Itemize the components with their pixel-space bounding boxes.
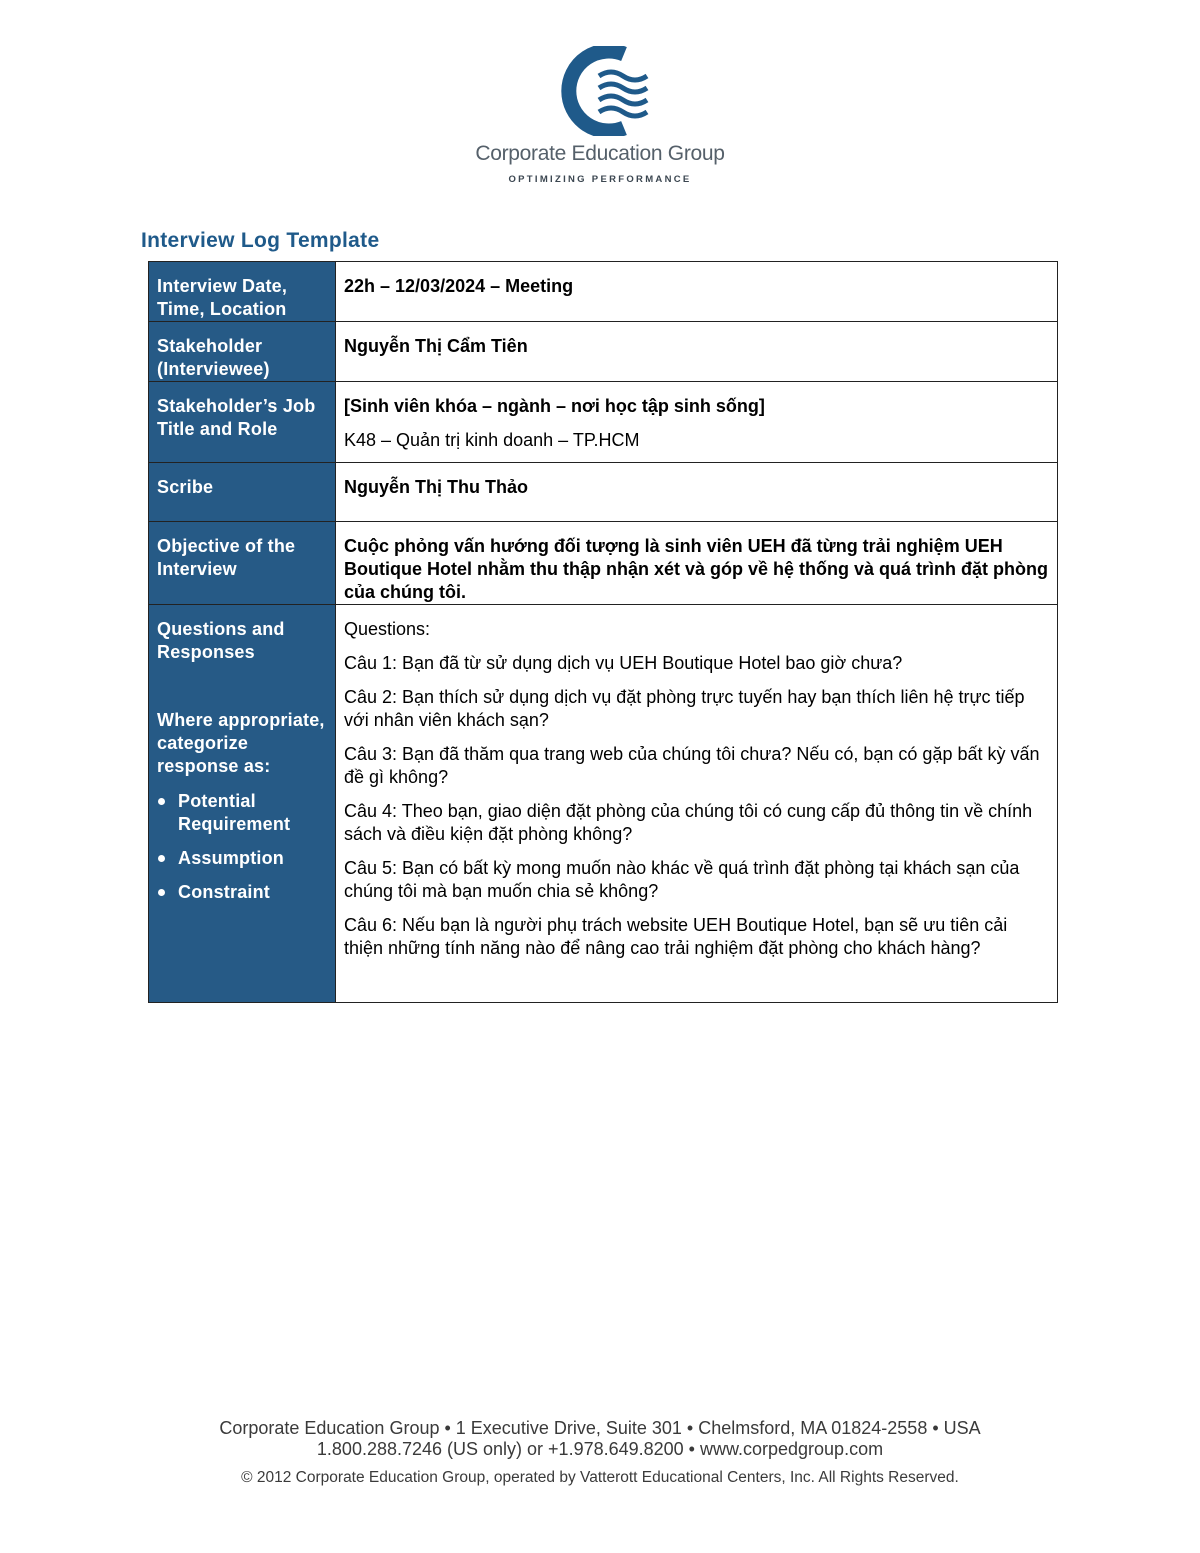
company-logo (470, 46, 730, 196)
logo-company-name: Corporate Education Group (475, 142, 725, 165)
scribe-text: Nguyễn Thị Thu Thảo (344, 477, 528, 497)
question-5: Câu 5: Bạn có bất kỳ mong muốn nào khác về quá trình đặt phòng tại khách sạn của chúng tôi mà bạn muốn chia sẻ không? (344, 858, 1020, 901)
footer-address: Corporate Education Group • 1 Executive Drive, Suite 301 • Chelmsford, MA 01824-2558 • USA (219, 1418, 981, 1438)
job-title-text: K48 – Quản trị kinh doanh – TP.HCM (344, 430, 640, 450)
categorize-label-text: Where appropriate, categorize response as: (157, 710, 325, 776)
question-3: Câu 3: Bạn đã thăm qua trang web của chúng tôi chưa? Nếu có, bạn có gặp bất kỳ vấn đề gì không? (344, 744, 1040, 787)
row-objective (149, 522, 1058, 605)
logo-tagline: OPTIMIZING PERFORMANCE (508, 174, 692, 185)
questions-label-text: Questions and Responses (157, 619, 285, 662)
value-interview-date (336, 262, 1058, 322)
question-1: Câu 1: Bạn đã từ sử dụng dịch vụ UEH Boutique Hotel bao giờ chưa? (344, 653, 903, 673)
row-scribe (149, 463, 1058, 522)
footer-copyright: © 2012 Corporate Education Group, operated by Vatterott Educational Centers, Inc. All Rights Reserved. (241, 1469, 959, 1486)
value-stakeholder (336, 322, 1058, 382)
row-interview-date (149, 262, 1058, 322)
row-stakeholder (149, 322, 1058, 382)
value-objective (336, 522, 1058, 605)
document-title: Interview Log Template (141, 229, 380, 252)
stakeholder-text: Nguyễn Thị Cẩm Tiên (344, 336, 528, 356)
interview-date-text: 22h – 12/03/2024 – Meeting (344, 276, 574, 296)
label-interview-date: Interview Date, Time, Location (149, 262, 336, 322)
row-job-title (149, 382, 1058, 463)
value-job-title (336, 382, 1058, 463)
questions-heading: Questions: (344, 619, 431, 639)
footer-contact: 1.800.288.7246 (US only) or +1.978.649.8200 • www.corpedgroup.com (316, 1439, 884, 1459)
job-title-bold-text: [Sinh viên khóa – ngành – nơi học tập sinh sống] (344, 396, 765, 416)
category-potential-requirement: Potential Requirement (157, 790, 329, 836)
label-scribe: Scribe (149, 463, 336, 522)
value-questions (336, 605, 1058, 1003)
question-4: Câu 4: Theo bạn, giao diện đặt phòng của chúng tôi có cung cấp đủ thông tin về chính sách và điều kiện đặt phòng không? (344, 801, 1033, 844)
category-list (157, 790, 329, 904)
label-questions (149, 605, 336, 1003)
category-constraint: Constraint (157, 881, 329, 904)
value-scribe (336, 463, 1058, 522)
category-assumption: Assumption (157, 847, 329, 870)
label-job-title: Stakeholder’s Job Title and Role (149, 382, 336, 463)
objective-text: Cuộc phỏng vấn hướng đối tượng là sinh viên UEH đã từng trải nghiệm UEH Boutique Hotel nhằm thu thập nhận xét và góp về hệ thống và quá trình đặt phòng của chúng tôi. (344, 536, 1048, 602)
row-questions (149, 605, 1058, 1003)
interview-log-table (148, 261, 1058, 1003)
label-objective: Objective of the Interview (149, 522, 336, 605)
question-6: Câu 6: Nếu bạn là người phụ trách website UEH Boutique Hotel, bạn sẽ ưu tiên cải thiện những tính năng nào để nâng cao trải nghiệm đặt phòng cho khách hàng? (344, 915, 1008, 958)
wave-logo-icon (554, 46, 654, 136)
question-2: Câu 2: Bạn thích sử dụng dịch vụ đặt phòng trực tuyến hay bạn thích liên hệ trực tiếp với nhân viên khách sạn? (344, 687, 1025, 730)
label-stakeholder: Stakeholder (Interviewee) (149, 322, 336, 382)
